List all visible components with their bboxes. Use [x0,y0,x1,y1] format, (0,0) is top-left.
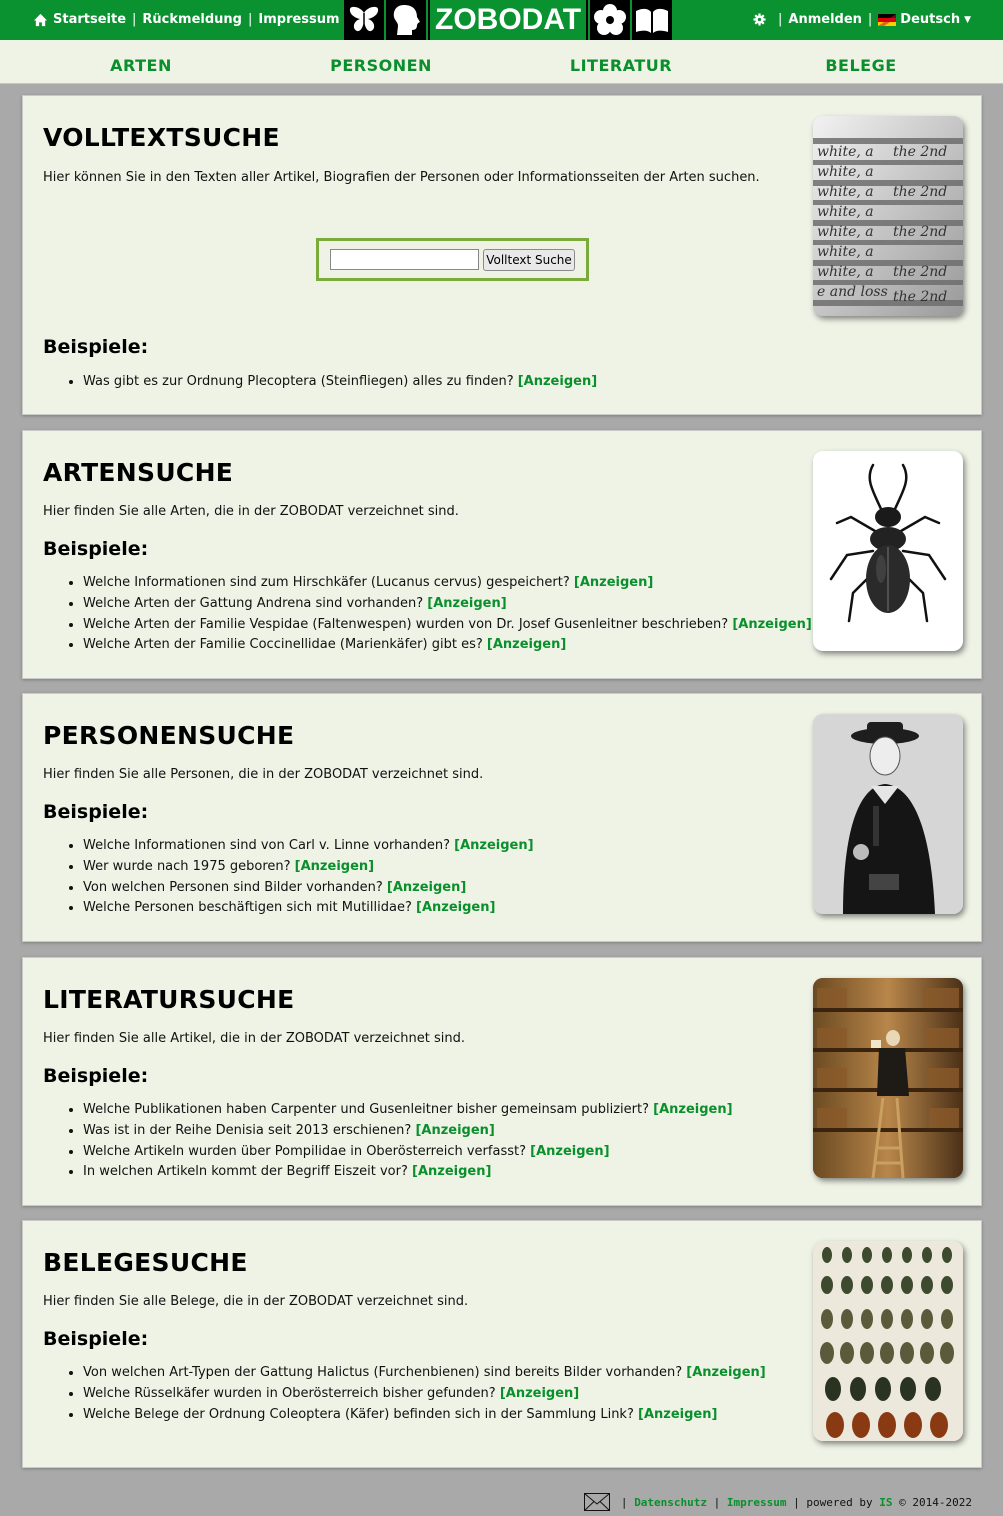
butterfly-icon [344,0,384,40]
nav-literatur[interactable]: LITERATUR [569,56,673,75]
nav-arten[interactable]: ARTEN [110,56,172,75]
privacy-link[interactable]: Datenschutz [634,1495,708,1509]
example-text: Welche Rüsselkäfer wurden in Oberösterreich bisher gefunden? [83,1385,496,1401]
specimen-title: BELEGESUCHE [43,1248,248,1277]
species-search-card [22,430,982,679]
example-text: Was gibt es zur Ordnung Plecoptera (Steinfliegen) alles zu finden? [83,374,514,389]
svg-text:white, a: white, a [817,184,874,200]
separator: | [778,12,783,27]
list-item [83,1142,733,1163]
separator: | [132,12,137,27]
person-search-card [22,693,982,942]
person-description: Hier finden Sie alle Personen, die in der ZOBODAT verzeichnet sind. [43,767,484,782]
show-link[interactable]: [Anzeigen] [530,1143,610,1159]
svg-text:white, a: white, a [817,144,874,160]
newspaper-image [813,116,963,316]
powered-by-link[interactable]: IS [879,1495,893,1509]
svg-text:the 2nd: the 2nd [893,264,948,280]
literature-examples-heading: Beispiele: [43,1065,149,1087]
literature-description: Hier finden Sie alle Artikel, die in der ZOBODAT verzeichnet sind. [43,1031,465,1046]
flower-icon [590,0,630,40]
imprint-link[interactable]: Impressum [258,12,340,27]
svg-text:the 2nd: the 2nd [893,144,948,160]
show-link[interactable]: [Anzeigen] [486,637,567,653]
show-link[interactable]: [Anzeigen] [517,374,598,389]
specimen-examples-heading: Beispiele: [43,1328,149,1350]
mail-icon[interactable] [584,1493,610,1511]
person-examples-heading: Beispiele: [43,801,149,823]
svg-text:white, a: white, a [817,164,874,180]
powered-by-text: powered by [806,1495,873,1509]
bookworm-painting-image [813,978,963,1178]
beetle-collection-image [813,1241,963,1441]
separator: | [707,1495,727,1509]
list-item [83,1100,733,1121]
language-label: Deutsch [900,12,961,27]
list-item [83,635,812,656]
svg-text:the 2nd: the 2nd [893,289,948,305]
svg-text:the 2nd: the 2nd [893,184,948,200]
gear-icon[interactable] [753,13,766,26]
list-item [83,1121,733,1142]
fulltext-title: VOLLTEXTSUCHE [43,123,280,152]
list-item [83,836,534,857]
list-item [83,372,597,393]
example-text: Wer wurde nach 1975 geboren? [83,858,291,874]
show-link[interactable]: [Anzeigen] [412,1164,492,1180]
top-bar [0,0,1003,40]
person-portrait-image [813,714,963,914]
show-link[interactable]: [Anzeigen] [427,595,507,611]
list-item [83,878,534,899]
logo-text: ZOBODAT [428,0,588,40]
show-link[interactable]: [Anzeigen] [294,858,375,874]
example-text: Von welchen Art-Typen der Gattung Halictus (Furchenbienen) sind bereits Bilder vorhanden? [83,1365,683,1380]
language-select[interactable] [878,12,971,27]
show-link[interactable]: [Anzeigen] [416,900,496,916]
specimen-search-card [22,1220,982,1468]
fulltext-description: Hier können Sie in den Texten aller Artikel, Biografien der Personen oder Informationsseiten der Arten suchen. [43,170,760,185]
stag-beetle-image [813,451,963,651]
svg-text:white, a: white, a [817,204,874,220]
literature-title: LITERATURSUCHE [43,985,295,1014]
example-text: Welche Arten der Gattung Andrena sind vorhanden? [83,595,424,611]
home-label: Startseite [53,12,127,27]
home-icon [33,13,48,27]
species-examples-list [83,573,812,656]
zobodat-logo[interactable] [344,0,672,40]
copyright-text: © 2014-2022 [899,1495,972,1509]
login-link[interactable]: Anmelden [788,12,862,27]
example-text: Was ist in der Reihe Denisia seit 2013 erschienen? [83,1122,412,1138]
example-text: In welchen Artikeln kommt der Begriff Eiszeit vor? [83,1164,408,1180]
svg-text:white, a: white, a [817,244,874,260]
example-text: Welche Artikeln wurden über Pompilidae in Oberösterreich verfasst? [83,1143,526,1159]
example-text: Welche Personen beschäftigen sich mit Mutillidae? [83,900,412,916]
species-examples-heading: Beispiele: [43,538,149,560]
show-link[interactable]: [Anzeigen] [499,1385,580,1401]
svg-text:the 2nd: the 2nd [893,224,948,240]
show-link[interactable]: [Anzeigen] [386,879,467,895]
feedback-link[interactable]: Rückmeldung [142,12,242,27]
list-item [83,1363,766,1384]
specimen-examples-list [83,1363,766,1425]
fulltext-examples-list [83,372,597,393]
person-head-icon [386,0,426,40]
species-description: Hier finden Sie alle Arten, die in der ZOBODAT verzeichnet sind. [43,504,459,519]
person-title: PERSONENSUCHE [43,721,295,750]
example-text: Welche Arten der Familie Coccinellidae (Marienkäfer) gibt es? [83,637,483,653]
list-item [83,857,534,878]
literature-examples-list [83,1100,733,1183]
svg-text:white, a: white, a [817,264,874,280]
list-item [83,1405,766,1426]
list-item [83,573,812,594]
species-title: ARTENSUCHE [43,458,234,487]
nav-belege[interactable]: BELEGE [825,56,897,75]
separator: | [867,12,873,27]
example-text: Von welchen Personen sind Bilder vorhanden? [83,879,383,895]
show-link[interactable]: [Anzeigen] [573,575,654,590]
example-text: Welche Informationen sind von Carl v. Linne vorhanden? [83,838,451,853]
list-item [83,1384,766,1405]
literature-search-card [22,957,982,1206]
show-link[interactable]: [Anzeigen] [638,1406,718,1422]
svg-text:white, a: white, a [817,224,874,240]
top-nav-right [753,12,971,27]
show-link[interactable]: [Anzeigen] [732,616,812,632]
show-link[interactable]: [Anzeigen] [454,838,534,853]
list-item [83,1162,733,1183]
nav-personen[interactable]: PERSONEN [330,56,432,75]
top-nav-left [33,12,340,27]
fulltext-search-form [316,238,589,281]
person-examples-list [83,836,534,919]
german-flag-icon [878,14,896,26]
separator: | [786,1495,807,1509]
example-text: Welche Informationen sind zum Hirschkäfer (Lucanus cervus) gespeichert? [83,575,570,590]
list-item [83,898,534,919]
fulltext-search-button[interactable]: Volltext Suche [483,249,575,271]
example-text: Welche Arten der Familie Vespidae (Faltenwespen) wurden von Dr. Josef Gusenleitner beschrieben? [83,616,729,632]
fulltext-examples-heading: Beispiele: [43,336,149,358]
example-text: Welche Belege der Ordnung Coleoptera (Käfer) befinden sich in der Sammlung Link? [83,1406,634,1422]
show-link[interactable]: [Anzeigen] [686,1365,766,1380]
fulltext-search-card [22,95,982,415]
footer [584,1493,972,1511]
home-link[interactable] [33,12,126,27]
show-link[interactable]: [Anzeigen] [653,1102,733,1117]
main-nav [0,40,1003,84]
svg-text:e and loss: e and loss [817,284,888,300]
example-text: Welche Publikationen haben Carpenter und Gusenleitner bisher gemeinsam publiziert? [83,1102,649,1117]
separator: | [247,12,253,27]
list-item [83,615,812,636]
specimen-description: Hier finden Sie alle Belege, die in der ZOBODAT verzeichnet sind. [43,1294,469,1309]
show-link[interactable]: [Anzeigen] [415,1122,495,1138]
separator: | [614,1495,635,1509]
book-icon [632,0,672,40]
footer-imprint-link[interactable]: Impressum [726,1495,787,1509]
fulltext-search-input[interactable] [330,249,479,270]
list-item [83,594,812,615]
caret-down-icon: ▼ [964,14,971,25]
